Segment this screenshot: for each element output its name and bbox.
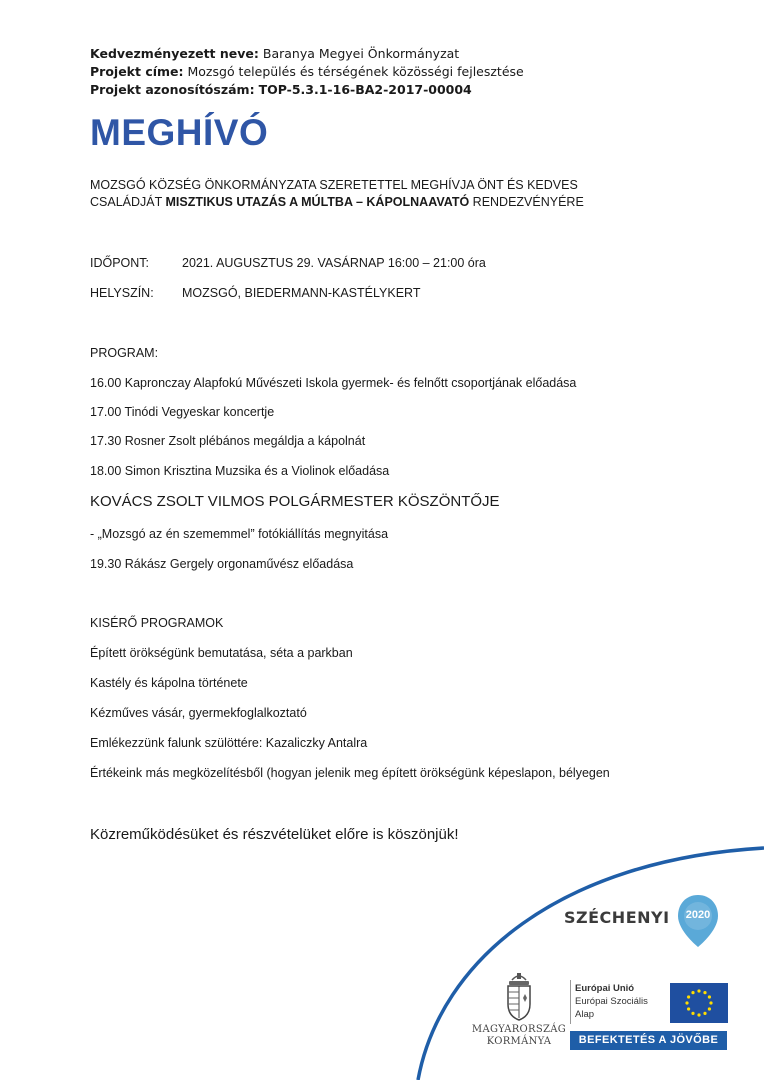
- program-item: - „Mozsgó az én szememmel” fotókiállítás megnyitása: [90, 527, 389, 541]
- program-item: 19.30 Rákász Gergely orgonaművész előadása: [90, 557, 354, 571]
- eu-flag-icon: [670, 983, 728, 1023]
- place-value: MOZSGÓ, BIEDERMANN-KASTÉLYKERT: [182, 286, 421, 300]
- place-label: HELYSZÍN:: [90, 286, 154, 300]
- intro-line-2-pre: CSALÁDJÁT: [90, 195, 166, 209]
- gov-line-1: MAGYARORSZÁG: [471, 1024, 567, 1035]
- mayor-greeting: KOVÁCS ZSOLT VILMOS POLGÁRMESTER KÖSZÖNTŐJE: [90, 493, 500, 510]
- project-id-label: Projekt azonosítószám:: [90, 82, 255, 97]
- szechenyi-pin-icon: [676, 893, 720, 949]
- project-id-value: TOP-5.3.1-16-BA2-2017-00004: [258, 82, 472, 97]
- page-title: MEGHÍVÓ: [90, 112, 269, 153]
- project-title-value: Mozsgó település és térségének közösségi fejlesztése: [187, 64, 524, 79]
- program-item: 17.30 Rosner Zsolt plébános megáldja a kápolnát: [90, 434, 366, 448]
- side-program-item: Kézműves vásár, gyermekfoglalkoztató: [90, 706, 307, 720]
- program-item: 18.00 Simon Krisztina Muzsika és a Violinok előadása: [90, 464, 390, 478]
- szechenyi-year: 2020: [685, 909, 711, 921]
- eu-line-3: Alap: [575, 1009, 595, 1020]
- eu-slogan-banner: BEFEKTETÉS A JÖVŐBE: [570, 1031, 727, 1050]
- beneficiary-value: Baranya Megyei Önkormányzat: [262, 46, 460, 61]
- eu-divider: [570, 980, 571, 1024]
- side-program-item: Emlékezzünk falunk szülöttére: Kazaliczky Antalra: [90, 736, 368, 750]
- intro-line-1: MOZSGÓ KÖZSÉG ÖNKORMÁNYZATA SZERETETTEL MEGHÍVJA ÖNT ÉS KEDVES: [90, 178, 578, 192]
- coat-of-arms-icon: [502, 972, 536, 1022]
- eu-line-2: Európai Szociális: [575, 996, 648, 1007]
- time-value: 2021. AUGUSZTUS 29. VASÁRNAP 16:00 – 21:00 óra: [182, 256, 486, 270]
- program-item: 17.00 Tinódi Vegyeskar koncertje: [90, 405, 275, 419]
- time-label: IDŐPONT:: [90, 256, 150, 270]
- beneficiary-label: Kedvezményezett neve:: [90, 46, 259, 61]
- project-title-label: Projekt címe:: [90, 64, 184, 79]
- side-program-item: Értékeink más megközelítésből (hogyan jelenik meg épített örökségünk képeslapon, bélyegen: [90, 766, 610, 780]
- side-programs-heading: KISÉRŐ PROGRAMOK: [90, 616, 224, 630]
- thanks-note: Közreműködésüket és részvételüket előre is köszönjük!: [90, 826, 459, 843]
- side-program-item: Kastély és kápolna története: [90, 676, 248, 690]
- intro-line-2-post: RENDEZVÉNYÉRE: [469, 195, 584, 209]
- program-item: 16.00 Kapronczay Alapfokú Művészeti Iskola gyermek- és felnőtt csoportjának előadása: [90, 376, 577, 390]
- side-program-item: Épített örökségünk bemutatása, séta a parkban: [90, 646, 353, 660]
- event-name: MISZTIKUS UTAZÁS A MÚLTBA – KÁPOLNAAVATÓ: [165, 195, 470, 209]
- gov-line-2: KORMÁNYA: [486, 1036, 552, 1047]
- eu-line-1: Európai Unió: [575, 983, 635, 994]
- szechenyi-logo-text: SZÉCHENYI: [564, 908, 670, 927]
- program-heading: PROGRAM:: [90, 346, 159, 360]
